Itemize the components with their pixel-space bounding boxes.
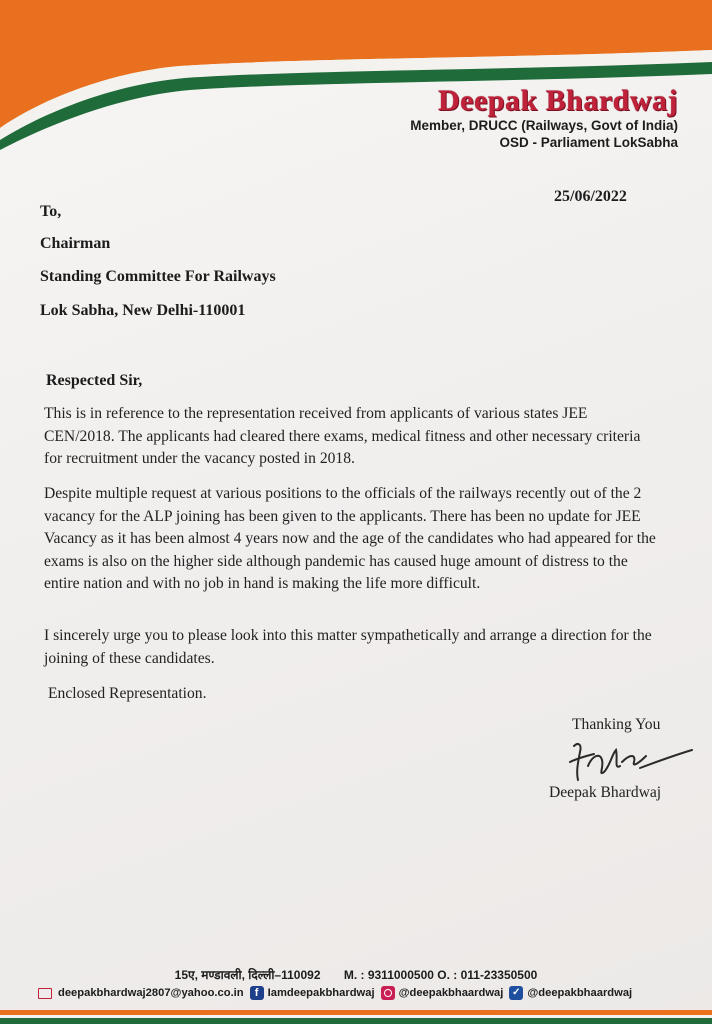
body-paragraph-3: I sincerely urge you to please look into this matter sympathetically and arrange a direction for the joining of these candidates. <box>44 627 652 667</box>
body-paragraph-2: Despite multiple request at various positions to the officials of the railways recently out of the 2 vacancy for the ALP joining has been given to the applicants. There has been no update for JEE Vacancy as it has been almost 4 years now and the age of the candidates who had appeared for the exams is also on the higher side although pandemic has caused huge amount of distress to the entire nation and with no job in hand is making the life more difficult. <box>44 485 656 592</box>
recipient-address: Lok Sabha, New Delhi-110001 <box>40 302 246 319</box>
footer-twitter-item[interactable] <box>509 986 632 1000</box>
facebook-icon: f <box>250 986 264 1000</box>
signer-name: Deepak Bhardwaj <box>549 784 662 801</box>
letterhead-name: Deepak Bhardwaj <box>437 84 678 117</box>
letterhead-role-osd: OSD - Parliament LokSabha <box>499 135 678 150</box>
footer-contact-line <box>0 966 712 983</box>
instagram-icon <box>381 986 395 1000</box>
footer-instagram: @deepakbhaardwaj <box>398 987 504 999</box>
letterhead-role-drucc: Member, DRUCC (Railways, Govt of India) <box>410 118 678 133</box>
recipient-to: To, <box>40 203 62 220</box>
recipient-committee: Standing Committee For Railways <box>40 268 276 285</box>
footer-twitter: @deepakbhaardwaj <box>527 987 633 999</box>
body-paragraph-1: This is in reference to the representation received from applicants of various states JEE CEN/2018. The applicants had cleared there exams, medical fitness and other necessary criteria for recruitment under the vacancy posted in 2018. <box>44 405 641 467</box>
closing-thanks: Thanking You <box>572 716 661 733</box>
footer-phone: M. : 9311000500 O. : 011-23350500 <box>343 968 538 982</box>
mail-icon <box>38 988 52 999</box>
salutation: Respected Sir, <box>46 372 143 389</box>
enclosure-note: Enclosed Representation. <box>48 685 207 702</box>
footer-email: deepakbhardwaj2807@yahoo.co.in <box>58 987 244 999</box>
footer-facebook: Iamdeepakbhardwaj <box>267 987 375 999</box>
letter-date: 25/06/2022 <box>554 188 627 205</box>
recipient-title: Chairman <box>40 235 111 252</box>
footer-address: 15ए, मण्डावली, दिल्ली–110092 <box>174 968 321 982</box>
twitter-icon: ✓ <box>509 986 523 1000</box>
footer-instagram-item[interactable] <box>381 986 504 1000</box>
footer-social-line <box>38 986 688 1000</box>
handwritten-signature <box>560 732 700 790</box>
footer-facebook-item[interactable] <box>250 986 375 1000</box>
footer-tricolor-band <box>0 1010 712 1024</box>
footer-email-item[interactable] <box>38 987 244 999</box>
